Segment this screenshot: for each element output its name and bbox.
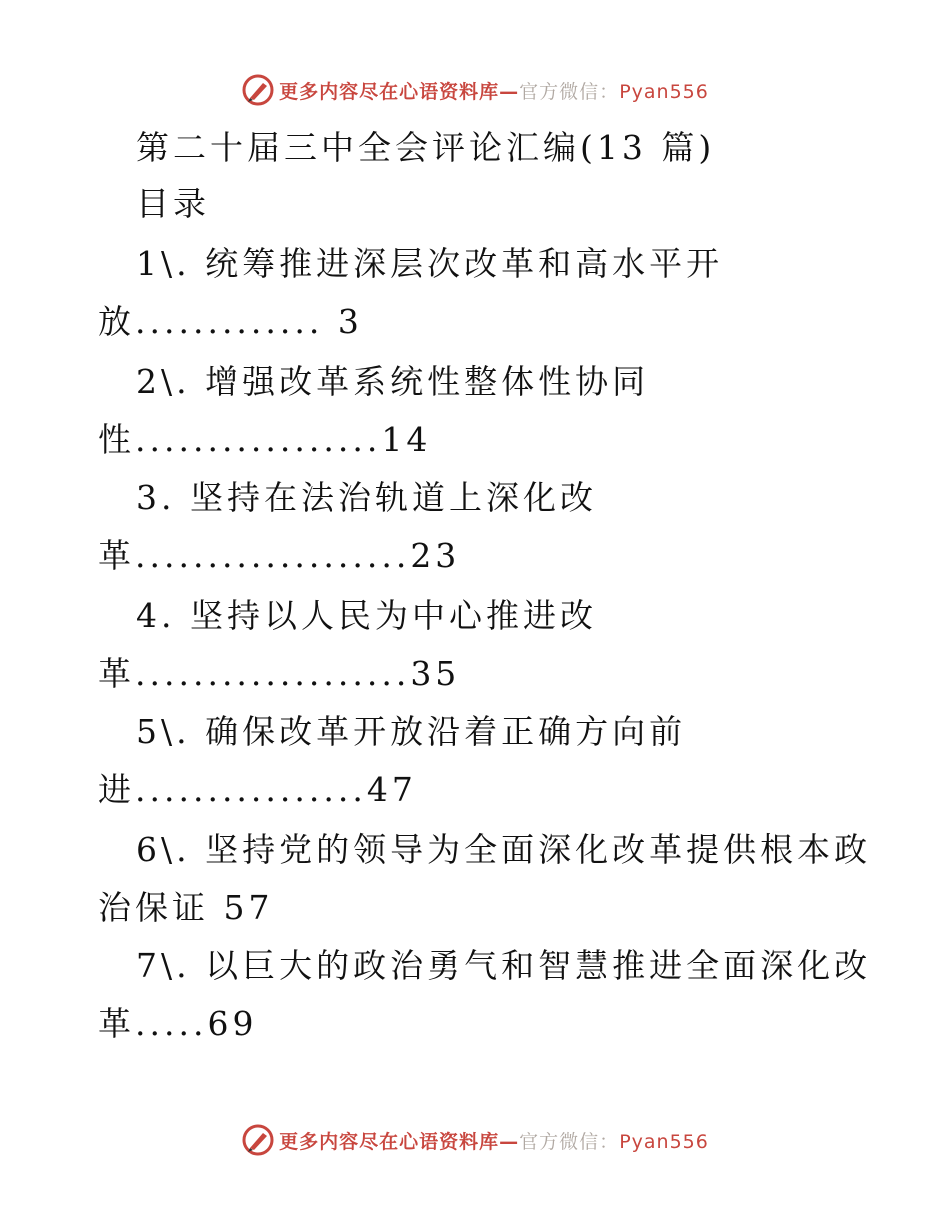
toc-entry-title: 确保改革开放沿着正确方向前: [205, 712, 687, 751]
toc-entry-title-cont: 性: [98, 420, 135, 459]
toc-entry-number: 4.: [136, 596, 176, 635]
toc-page-number: 23: [410, 536, 461, 575]
toc-entry-5[interactable]: [136, 712, 686, 752]
toc-leader: .....: [135, 1004, 208, 1043]
toc-leader: .............: [135, 302, 338, 341]
toc-entry-title: 统筹推进深层次改革和高水平开: [205, 244, 724, 283]
toc-entry-1[interactable]: [136, 244, 723, 284]
toc-leader: ...................: [135, 536, 411, 575]
toc-leader: [209, 888, 224, 927]
toc-entry-title-cont: 革: [98, 654, 135, 693]
toc-page-number: 3: [337, 302, 363, 341]
toc-entry-title: 坚持在法治轨道上深化改: [190, 478, 597, 517]
toc-entry-4[interactable]: [136, 596, 597, 636]
watermark-official-text: 官方微信：: [519, 80, 620, 103]
toc-entry-number: 7\.: [136, 946, 191, 985]
watermark-official-text: 官方微信：: [519, 1130, 620, 1153]
toc-entry-number: 1\.: [136, 244, 191, 283]
document-title: 第二十届三中全会评论汇编(13 篇): [136, 128, 716, 167]
toc-entry-3[interactable]: [136, 478, 597, 518]
toc-entry-title: 以巨大的政治勇气和智慧推进全面深化改: [205, 946, 872, 985]
toc-heading: 目录: [136, 184, 210, 223]
watermark-dash: —: [499, 80, 520, 103]
toc-entry-title-cont: 进: [98, 770, 135, 809]
toc-leader: .................: [135, 420, 382, 459]
toc-entry-7[interactable]: [136, 946, 871, 986]
toc-entry-5-cont[interactable]: [98, 770, 417, 810]
toc-entry-title: 坚持以人民为中心推进改: [190, 596, 597, 635]
toc-entry-title-cont: 治保证: [98, 888, 209, 927]
toc-entry-2[interactable]: [136, 362, 649, 402]
watermark-dash: —: [499, 1130, 520, 1153]
toc-page-number: 69: [207, 1004, 258, 1043]
watermark-header: [0, 70, 950, 110]
toc-entry-7-cont[interactable]: [98, 1004, 257, 1044]
toc-entry-number: 6\.: [136, 830, 191, 869]
toc-entry-2-cont[interactable]: [98, 420, 431, 460]
toc-leader: ................: [135, 770, 367, 809]
toc-entry-number: 5\.: [136, 712, 191, 751]
toc-entry-title-cont: 革: [98, 536, 135, 575]
toc-entry-number: 2\.: [136, 362, 191, 401]
toc-entry-6-cont[interactable]: [98, 888, 274, 928]
toc-entry-3-cont[interactable]: [98, 536, 460, 576]
toc-entry-title-cont: 放: [98, 302, 135, 341]
watermark-wechat-id: Pyan556: [619, 1130, 709, 1153]
toc-entry-title: 坚持党的领导为全面深化改革提供根本政: [205, 830, 872, 869]
pen-logo-icon: [241, 73, 275, 107]
toc-entry-6[interactable]: [136, 830, 871, 870]
toc-entry-title: 增强改革系统性整体性协同: [205, 362, 650, 401]
toc-page-number: 35: [410, 654, 461, 693]
watermark-site-text: 更多内容尽在心语资料库: [279, 80, 500, 103]
toc-leader: ...................: [135, 654, 411, 693]
toc-entry-1-cont[interactable]: [98, 302, 363, 342]
toc-entry-title-cont: 革: [98, 1004, 135, 1043]
toc-entry-number: 3.: [136, 478, 176, 517]
toc-page-number: 14: [381, 420, 432, 459]
toc-entry-4-cont[interactable]: [98, 654, 460, 694]
watermark-footer: [0, 1120, 950, 1160]
pen-logo-icon: [241, 1123, 275, 1157]
toc-page-number: 57: [223, 888, 274, 927]
watermark-site-text: 更多内容尽在心语资料库: [279, 1130, 500, 1153]
watermark-wechat-id: Pyan556: [619, 80, 709, 103]
toc-page-number: 47: [366, 770, 417, 809]
